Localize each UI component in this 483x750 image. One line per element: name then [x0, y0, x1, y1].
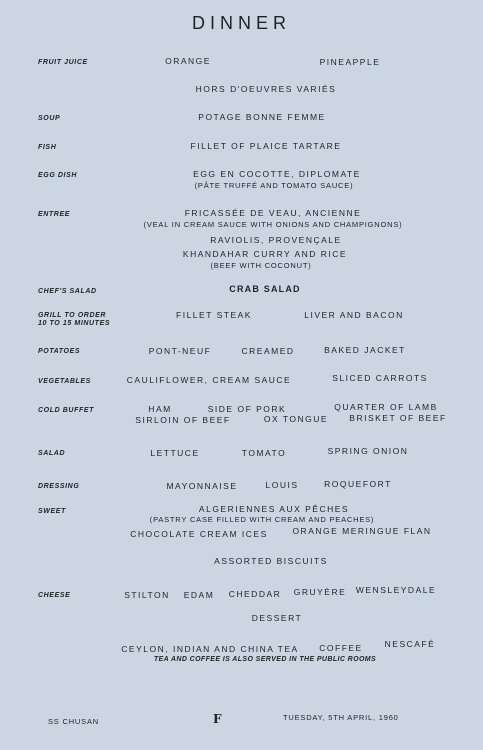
item-sirloin-of-beef: SIRLOIN OF BEEF [135, 415, 231, 425]
label-salad: SALAD [38, 450, 66, 457]
item-spring-onion: SPRING ONION [327, 446, 409, 456]
item-pont-neuf: PONT-NEUF [148, 346, 212, 356]
item-ox-tongue: OX TONGUE [263, 414, 329, 424]
item-stilton: STILTON [124, 590, 170, 600]
menu-title: DINNER [191, 13, 291, 33]
item-louis: LOUIS [265, 480, 299, 490]
desc-fricassee: (VEAL IN CREAM SAUCE WITH ONIONS AND CHAMPIGNONS) [143, 220, 403, 229]
item-soup: POTAGE BONNE FEMME [198, 112, 326, 122]
label-chefs-salad: CHEF'S SALAD [38, 288, 97, 295]
item-brisket-of-beef: BRISKET OF BEEF [349, 413, 447, 423]
label-dressing: DRESSING [38, 483, 80, 490]
item-orange: ORANGE [165, 56, 211, 66]
item-cheddar: CHEDDAR [228, 589, 282, 599]
footer-date: TUESDAY, 5TH APRIL, 1960 [283, 713, 399, 722]
label-fruit-juice: FRUIT JUICE [38, 59, 88, 66]
item-dessert: DESSERT [251, 613, 303, 623]
footer-ship: SS CHUSAN [48, 717, 99, 726]
item-mayonnaise: MAYONNAISE [166, 481, 238, 491]
item-quarter-of-lamb: QUARTER OF LAMB [334, 402, 438, 412]
label-sweet: SWEET [38, 508, 66, 515]
item-fish: FILLET OF PLAICE TARTARE [190, 141, 342, 151]
item-egg-dish: EGG EN COCOTTE, DIPLOMATE [193, 169, 361, 179]
label-cold-buffet: COLD BUFFET [38, 407, 94, 414]
label-grill-time: 10 TO 15 MINUTES [38, 320, 111, 327]
item-crab-salad: CRAB SALAD [229, 284, 301, 294]
item-ham: HAM [148, 404, 172, 414]
desc-egg-dish: (PÂTE TRUFFÉ AND TOMATO SAUCE) [194, 181, 354, 190]
item-algeriennes: ALGERIENNES AUX PÊCHES [198, 504, 350, 514]
footer-logo: F [213, 712, 222, 726]
label-fish: FISH [38, 144, 57, 151]
item-lettuce: LETTUCE [150, 448, 200, 458]
item-roquefort: ROQUEFORT [324, 479, 392, 489]
item-pineapple: PINEAPPLE [319, 57, 381, 67]
item-hors-doeuvres: HORS D'OEUVRES VARIÉS [195, 84, 337, 94]
item-assorted-biscuits: ASSORTED BISCUITS [214, 556, 328, 566]
label-soup: SOUP [38, 115, 61, 122]
item-edam: EDAM [183, 590, 215, 600]
note-public-rooms: TEA AND COFFEE IS ALSO SERVED IN THE PUBLIC ROOMS [153, 656, 377, 663]
item-gruyere: GRUYÈRE [293, 587, 347, 597]
desc-curry: (BEEF WITH COCONUT) [210, 261, 312, 270]
item-cauliflower: CAULIFLOWER, CREAM SAUCE [126, 375, 292, 385]
item-fillet-steak: FILLET STEAK [176, 310, 252, 320]
label-egg-dish: EGG DISH [38, 172, 78, 179]
item-tea: CEYLON, INDIAN AND CHINA TEA [121, 644, 299, 654]
item-wensleydale: WENSLEYDALE [355, 585, 437, 595]
label-grill: GRILL TO ORDER [38, 312, 107, 319]
item-fricassee: FRICASSÉE DE VEAU, ANCIENNE [184, 208, 362, 218]
label-potatoes: POTATOES [38, 348, 81, 355]
item-curry: KHANDAHAR CURRY AND RICE [182, 249, 348, 259]
item-side-of-pork: SIDE OF PORK [207, 404, 287, 414]
item-nescafe: NESCAFÉ [384, 639, 436, 649]
item-tomato: TOMATO [241, 448, 287, 458]
label-cheese: CHEESE [38, 592, 71, 599]
item-baked-jacket: BAKED JACKET [324, 345, 406, 355]
item-liver-bacon: LIVER AND BACON [304, 310, 404, 320]
desc-algeriennes: (PASTRY CASE FILLED WITH CREAM AND PEACHES) [149, 515, 375, 524]
item-coffee: COFFEE [319, 643, 363, 653]
item-sliced-carrots: SLICED CARROTS [332, 373, 428, 383]
item-chocolate-cream-ices: CHOCOLATE CREAM ICES [130, 529, 268, 539]
label-vegetables: VEGETABLES [38, 378, 91, 385]
label-entree: ENTREE [38, 211, 70, 218]
item-creamed: CREAMED [241, 346, 295, 356]
item-orange-meringue-flan: ORANGE MERINGUE FLAN [292, 526, 432, 536]
item-raviolis: RAVIOLIS, PROVENÇALE [210, 235, 342, 245]
